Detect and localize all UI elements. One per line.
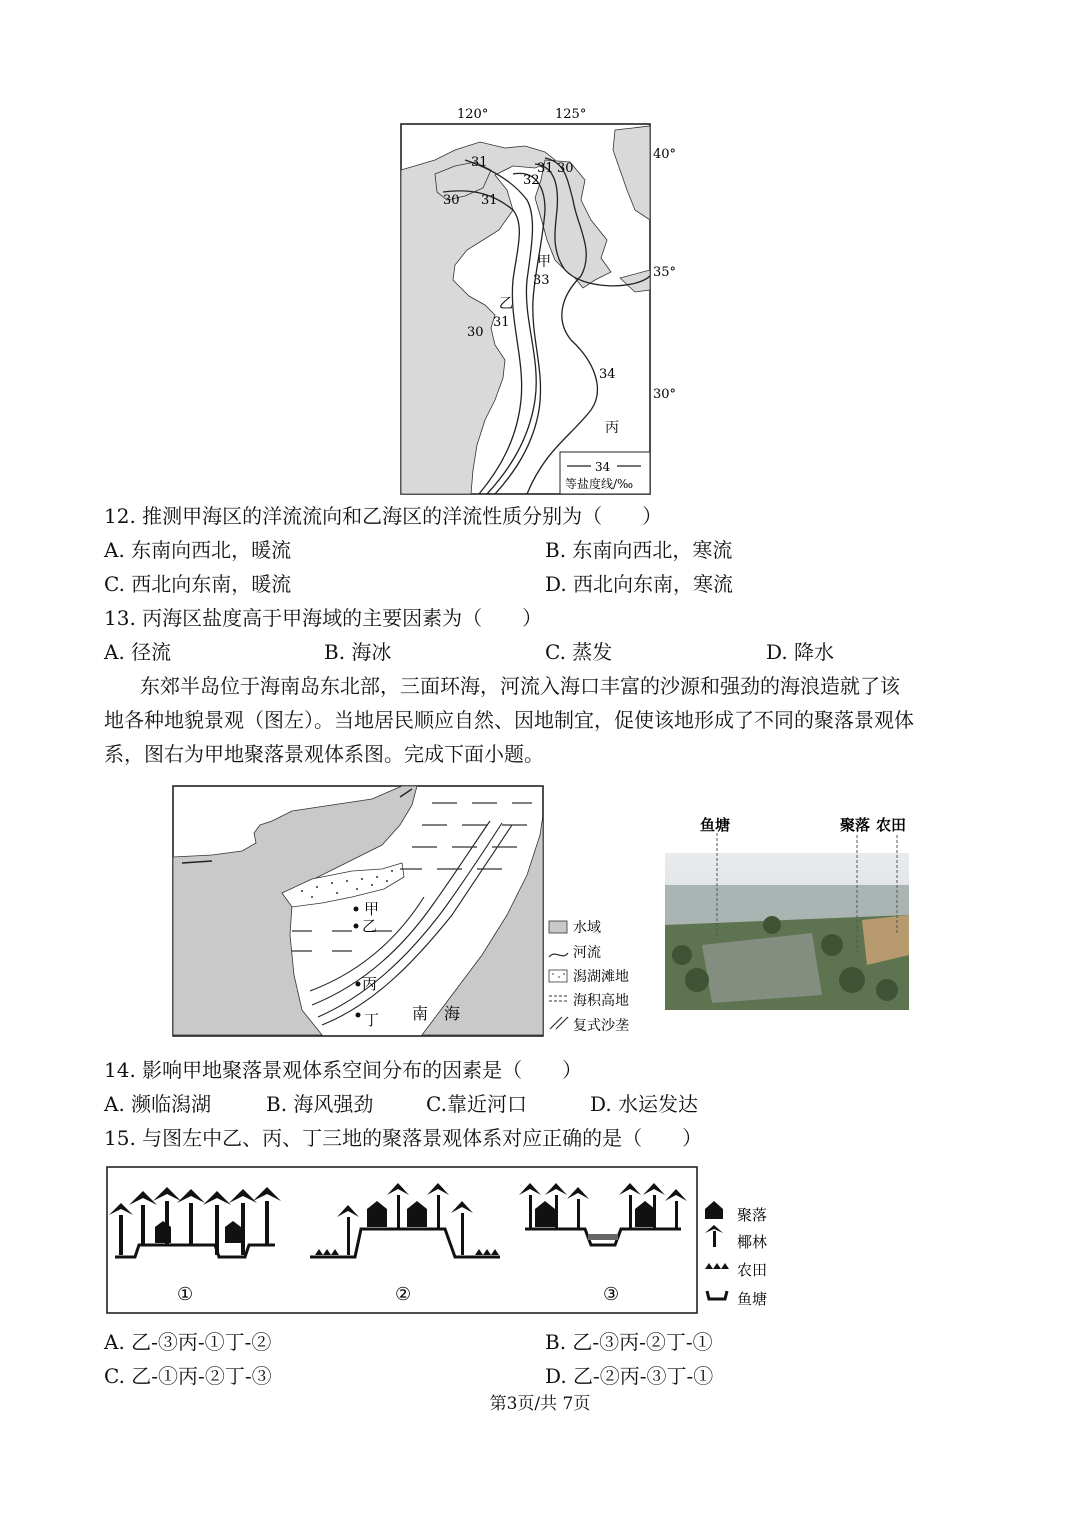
- contour-label: 31: [471, 155, 488, 170]
- q14-option-d[interactable]: D. 水运发达: [590, 1092, 699, 1116]
- q14-option-b[interactable]: B. 海风强劲: [266, 1092, 374, 1116]
- q12-option-b[interactable]: B. 东南向西北，寒流: [545, 538, 733, 562]
- passage-line: 地各种地貌景观（图左）。当地居民顺应自然、因地制宜，促使该地形成了不同的聚落景观体: [104, 708, 914, 732]
- q13-option-d[interactable]: D. 降水: [766, 640, 835, 664]
- legend-ridge: 复式沙垄: [573, 1018, 629, 1034]
- contour-label: 30: [467, 325, 484, 340]
- panel-1-label: ①: [177, 1284, 194, 1305]
- photo-label-farmland: 农田: [876, 816, 907, 834]
- legend-river: 河流: [573, 945, 601, 961]
- legend-fishpond: 鱼塘: [737, 1290, 768, 1308]
- legend-coconut: 椰林: [737, 1233, 768, 1251]
- point-ding: 丁: [364, 1011, 380, 1029]
- region-jia: 甲: [537, 254, 551, 270]
- photo-label-fishpond: 鱼塘: [700, 816, 731, 834]
- contour-label: 30: [443, 193, 460, 208]
- q15-option-b[interactable]: B. 乙-③丙-②丁-①: [545, 1330, 713, 1354]
- contour-label: 31: [537, 161, 554, 176]
- legend-text: 等盐度线/‰: [565, 477, 634, 491]
- q12-stem: 12. 推测甲海区的洋流流向和乙海区的洋流性质分别为（ ）: [104, 504, 663, 528]
- panel-2-label: ②: [395, 1284, 412, 1305]
- salinity-map-svg: [395, 100, 685, 500]
- q14-stem: 14. 影响甲地聚落景观体系空间分布的因素是（ ）: [104, 1058, 583, 1082]
- q12-option-d[interactable]: D. 西北向东南，寒流: [545, 572, 734, 596]
- point-jia: 甲: [364, 900, 380, 918]
- legend-value: 34: [595, 460, 611, 474]
- legend-lagoon: 潟湖滩地: [573, 969, 629, 985]
- settlement-photo-svg: [662, 805, 912, 1010]
- region-yi: 乙: [499, 296, 513, 312]
- q15-option-a[interactable]: A. 乙-③丙-①丁-②: [104, 1330, 272, 1354]
- contour-label: 31: [481, 193, 498, 208]
- q15-option-d[interactable]: D. 乙-②丙-③丁-①: [545, 1364, 714, 1388]
- q15-option-c[interactable]: C. 乙-①丙-②丁-③: [104, 1364, 272, 1388]
- contour-label: 34: [599, 367, 616, 382]
- q13-stem: 13. 丙海区盐度高于甲海域的主要因素为（ ）: [104, 606, 543, 630]
- legend-farmland: 农田: [737, 1261, 768, 1279]
- peninsula-map: [172, 785, 647, 1040]
- sea-label: 南 海: [412, 1004, 461, 1023]
- legend-highland: 海积高地: [573, 993, 629, 1009]
- q14-option-a[interactable]: A. 濒临潟湖: [104, 1092, 212, 1116]
- page-footer: 第3页/共 7页: [489, 1394, 591, 1414]
- landscape-diagram: [105, 1165, 785, 1317]
- landscape-diagram-svg: [105, 1165, 785, 1317]
- contour-label: 31: [493, 315, 510, 330]
- lat-40: 40°: [653, 147, 677, 162]
- lon-120: 120°: [457, 107, 489, 122]
- q12-option-c[interactable]: C. 西北向东南，暖流: [104, 572, 292, 596]
- contour-label: 32: [523, 173, 540, 188]
- panel-3-label: ③: [603, 1284, 620, 1305]
- legend-water: 水域: [573, 920, 601, 936]
- point-yi: 乙: [362, 917, 378, 935]
- passage-line: 系，图右为甲地聚落景观体系图。完成下面小题。: [104, 742, 544, 766]
- settlement-photo: [662, 805, 912, 1010]
- q13-option-c[interactable]: C. 蒸发: [545, 640, 613, 664]
- region-bing: 丙: [605, 420, 619, 436]
- q14-option-c[interactable]: C.靠近河口: [426, 1092, 527, 1116]
- photo-label-settlement: 聚落: [840, 816, 871, 834]
- salinity-map: [395, 100, 685, 500]
- q15-stem: 15. 与图左中乙、丙、丁三地的聚落景观体系对应正确的是（ ）: [104, 1126, 703, 1150]
- contour-label: 30: [557, 161, 574, 176]
- q13-option-a[interactable]: A. 径流: [104, 640, 172, 664]
- lon-125: 125°: [555, 107, 587, 122]
- legend-settlement: 聚落: [737, 1206, 768, 1224]
- contour-label: 33: [533, 273, 550, 288]
- lat-30: 30°: [653, 387, 677, 402]
- passage-line: 东郊半岛位于海南岛东北部，三面环海，河流入海口丰富的沙源和强劲的海浪造就了该: [140, 674, 900, 698]
- lat-35: 35°: [653, 265, 677, 280]
- q12-option-a[interactable]: A. 东南向西北，暖流: [104, 538, 292, 562]
- q13-option-b[interactable]: B. 海冰: [324, 640, 392, 664]
- peninsula-map-svg: [172, 785, 647, 1040]
- point-bing: 丙: [362, 975, 378, 993]
